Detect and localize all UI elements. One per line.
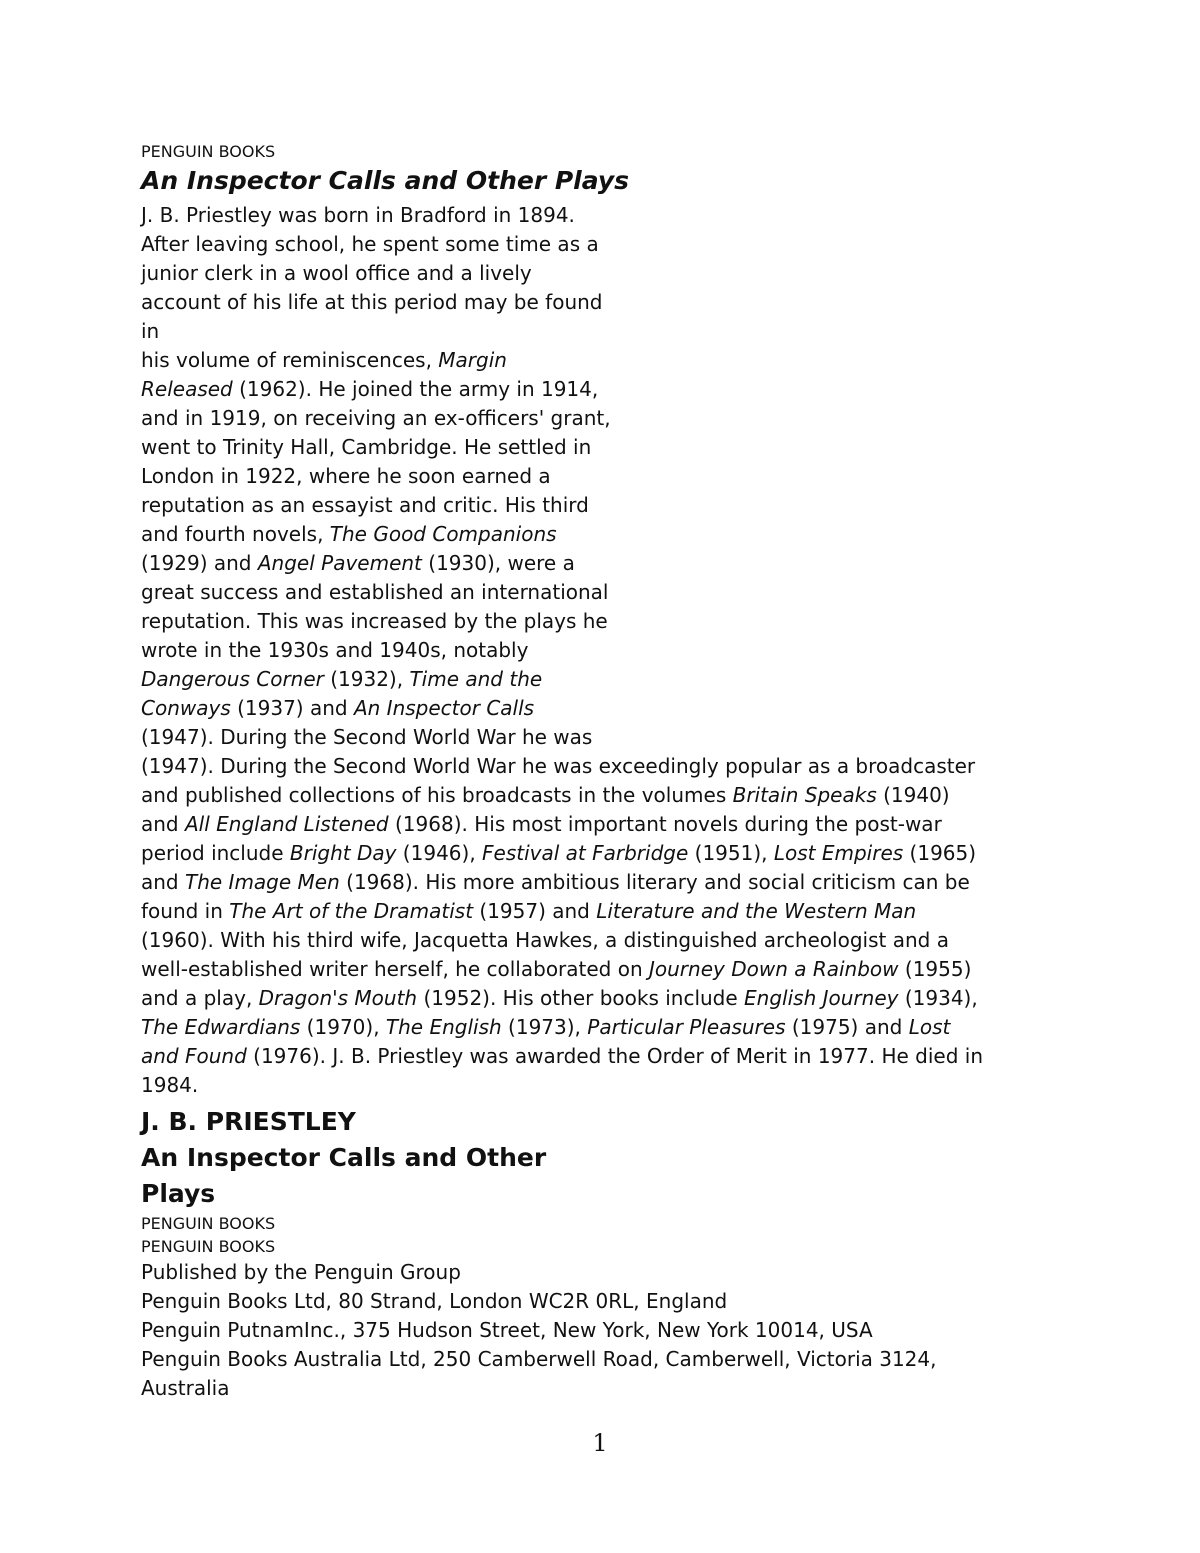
title-heading-line-2: Plays <box>141 1179 216 1208</box>
text-line <box>141 636 1071 665</box>
text-run: (1955) <box>898 957 972 981</box>
italic-title-text: Britain Speaks <box>732 783 877 807</box>
text-run: and <box>141 870 185 894</box>
publisher-line: Published by the Penguin Group <box>141 1260 461 1284</box>
italic-title-text: Journey Down a Rainbow <box>649 957 899 981</box>
text-run: (1946), <box>396 841 483 865</box>
page-number: 1 <box>592 1429 608 1457</box>
italic-title-text: Margin <box>438 348 507 372</box>
text-line <box>141 375 1071 404</box>
publisher-line: Penguin Books Australia Ltd, 250 Camberwell Road, Camberwell, Victoria 3124, <box>141 1347 937 1371</box>
italic-title-text: Conways <box>141 696 231 720</box>
text-run: went to Trinity Hall, Cambridge. He settled in <box>141 435 592 459</box>
italic-title-text: Particular Pleasures <box>587 1015 786 1039</box>
text-run: and published collections of his broadcasts in the volumes <box>141 783 733 807</box>
text-run: and fourth novels, <box>141 522 330 546</box>
author-heading: J. B. PRIESTLEY <box>141 1107 356 1136</box>
text-line <box>141 578 1071 607</box>
publisher-line: Penguin Books Ltd, 80 Strand, London WC2R 0RL, England <box>141 1289 728 1313</box>
text-run: wrote in the 1930s and 1940s, notably <box>141 638 529 662</box>
text-run: (1960). With his third wife, Jacquetta Hawkes, a distinguished archeologist and a <box>141 928 949 952</box>
text-run: reputation as an essayist and critic. His third <box>141 493 589 517</box>
text-run: and <box>141 812 185 836</box>
text-run: great success and established an international <box>141 580 609 604</box>
text-run: (1962). He joined the army in 1914, <box>232 377 599 401</box>
italic-title-text: Released <box>141 377 233 401</box>
italic-title-text: Dragon's Mouth <box>258 986 418 1010</box>
text-run: period include <box>141 841 290 865</box>
text-line <box>141 317 1071 346</box>
publisher-address-block <box>141 1258 1071 1403</box>
publisher-line: Penguin PutnamInc., 375 Hudson Street, New York, New York 10014, USA <box>141 1318 873 1342</box>
imprint-label: PENGUIN BOOKS <box>141 1237 276 1256</box>
text-line <box>141 549 1071 578</box>
text-run: J. B. Priestley was born in Bradford in 1894. <box>141 203 575 227</box>
text-run: (1951), <box>688 841 774 865</box>
italic-title-text: The Good Companions <box>329 522 557 546</box>
text-line <box>141 1071 1071 1100</box>
text-run: (1934), <box>898 986 978 1010</box>
imprint-label: PENGUIN BOOKS <box>141 1214 276 1233</box>
text-line <box>141 491 1071 520</box>
text-run: (1947). During the Second World War he was exceedingly popular as a broadcaster <box>141 754 976 778</box>
text-run: (1968). His most important novels during the post-war <box>388 812 942 836</box>
italic-title-text: The English <box>385 1015 502 1039</box>
text-line <box>141 781 1071 810</box>
book-title: An Inspector Calls and Other Plays <box>141 166 630 195</box>
text-line <box>141 926 1071 955</box>
text-line <box>141 752 1071 781</box>
publisher-line: Australia <box>141 1376 230 1400</box>
text-run: (1930), were a <box>421 551 575 575</box>
italic-title-text: Lost <box>908 1015 951 1039</box>
text-run: (1952). His other books include <box>417 986 745 1010</box>
title-heading-line-1: An Inspector Calls and Other <box>141 1143 547 1172</box>
text-line <box>141 984 1071 1013</box>
text-run: reputation. This was increased by the plays he <box>141 609 608 633</box>
text-line <box>141 1042 1071 1071</box>
italic-title-text: Time and the <box>409 667 543 691</box>
text-run: (1932), <box>323 667 410 691</box>
text-run: London in 1922, where he soon earned a <box>141 464 551 488</box>
text-line <box>141 868 1071 897</box>
biography-wide-column <box>141 752 1071 1100</box>
text-run: junior clerk in a wool office and a lively <box>141 261 532 285</box>
text-run: After leaving school, he spent some time as a <box>141 232 599 256</box>
text-line <box>141 897 1071 926</box>
text-line <box>141 607 1071 636</box>
italic-title-text: Lost Empires <box>773 841 904 865</box>
italic-title-text: Dangerous Corner <box>141 667 324 691</box>
text-line <box>141 404 1071 433</box>
text-run: (1947). During the Second World War he was <box>141 725 593 749</box>
text-run: (1940) <box>876 783 950 807</box>
text-line <box>141 1013 1071 1042</box>
publisher-label: PENGUIN BOOKS <box>141 142 276 161</box>
text-run: (1975) and <box>785 1015 909 1039</box>
text-run: in <box>141 319 160 343</box>
italic-title-text: All England Listened <box>184 812 389 836</box>
text-run: (1937) and <box>230 696 354 720</box>
text-run: well-established writer herself, he collaborated on <box>141 957 649 981</box>
text-run: 1984. <box>141 1073 199 1097</box>
italic-title-text: The Art of the Dramatist <box>229 899 474 923</box>
text-run: (1976). J. B. Priestley was awarded the Order of Merit in 1977. He died in <box>246 1044 983 1068</box>
text-run: (1965) <box>903 841 977 865</box>
text-line <box>141 288 1071 317</box>
text-run: and in 1919, on receiving an ex-officers' grant, <box>141 406 611 430</box>
text-line <box>141 694 1071 723</box>
text-line <box>141 810 1071 839</box>
text-line <box>141 230 1071 259</box>
text-line <box>141 955 1071 984</box>
text-line <box>141 839 1071 868</box>
text-run: account of his life at this period may be found <box>141 290 603 314</box>
text-run: and a play, <box>141 986 259 1010</box>
text-run: (1973), <box>501 1015 588 1039</box>
italic-title-text: and Found <box>141 1044 247 1068</box>
biography-narrow-column <box>141 201 1071 752</box>
italic-title-text: The Edwardians <box>141 1015 301 1039</box>
text-line <box>141 346 1071 375</box>
text-line <box>141 462 1071 491</box>
italic-title-text: Literature and the Western Man <box>596 899 917 923</box>
text-run: (1968). His more ambitious literary and social criticism can be <box>339 870 970 894</box>
italic-title-text: Bright Day <box>289 841 397 865</box>
text-line <box>141 723 1071 752</box>
text-run: his volume of reminiscences, <box>141 348 439 372</box>
text-run: found in <box>141 899 230 923</box>
italic-title-text: The Image Men <box>184 870 340 894</box>
italic-title-text: Festival at Farbridge <box>482 841 689 865</box>
italic-title-text: Angel Pavement <box>257 551 422 575</box>
text-run: (1957) and <box>473 899 597 923</box>
text-run: (1970), <box>300 1015 386 1039</box>
text-line <box>141 433 1071 462</box>
text-line <box>141 665 1071 694</box>
italic-title-text: English Journey <box>744 986 899 1010</box>
page-content <box>141 140 1071 1403</box>
text-line <box>141 520 1071 549</box>
italic-title-text: An Inspector Calls <box>353 696 535 720</box>
text-line <box>141 201 1071 230</box>
text-run: (1929) and <box>141 551 258 575</box>
text-line <box>141 259 1071 288</box>
